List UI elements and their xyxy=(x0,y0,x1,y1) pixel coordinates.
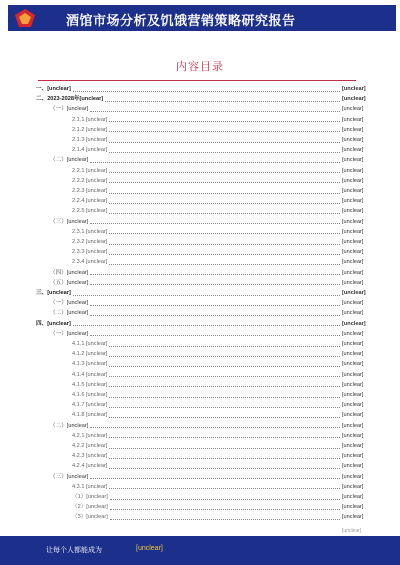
table-of-contents xyxy=(36,84,366,526)
toc-entry[interactable] xyxy=(36,145,364,155)
toc-leader-dots xyxy=(90,474,340,479)
toc-entry-page: [unclear] xyxy=(342,86,366,92)
toc-entry[interactable] xyxy=(36,217,364,227)
toc-entry-label: 4.1.4 [unclear] xyxy=(72,371,108,378)
toc-leader-dots xyxy=(109,342,340,347)
toc-entry-label: 4.2.4 [unclear] xyxy=(72,463,108,470)
toc-entry[interactable] xyxy=(36,196,364,206)
toc-entry-page: [unclear] xyxy=(342,310,364,317)
toc-entry[interactable] xyxy=(36,94,366,104)
toc-leader-dots xyxy=(109,454,340,459)
toc-entry[interactable] xyxy=(36,339,364,349)
toc-leader-dots xyxy=(109,362,340,367)
toc-entry[interactable] xyxy=(36,370,364,380)
toc-entry[interactable] xyxy=(36,84,366,94)
toc-entry-page: [unclear] xyxy=(342,177,364,184)
toc-leader-dots xyxy=(90,423,340,428)
toc-leader-dots xyxy=(90,158,340,163)
toc-leader-dots xyxy=(109,199,340,204)
toc-entry-label: 2.2.5 [unclear] xyxy=(72,208,108,215)
toc-entry[interactable] xyxy=(36,502,364,512)
footer-slogan: 让每个人都能成为 xyxy=(46,547,102,554)
toc-entry-label: 4.1.3 [unclear] xyxy=(72,361,108,368)
toc-entry-label: （一）[unclear] xyxy=(50,106,89,113)
toc-leader-dots xyxy=(109,178,340,183)
toc-entry-label: （3）[unclear] xyxy=(72,514,108,521)
toc-leader-dots xyxy=(109,229,340,234)
toc-entry[interactable] xyxy=(36,268,364,278)
toc-entry-label: 4.1.8 [unclear] xyxy=(72,412,108,419)
toc-entry-label: 四、[unclear] xyxy=(36,320,71,327)
toc-entry[interactable] xyxy=(36,421,364,431)
toc-leader-dots xyxy=(109,372,340,377)
toc-entry-page: [unclear] xyxy=(342,198,364,205)
toc-entry-page: [unclear] xyxy=(342,361,364,368)
toc-entry[interactable] xyxy=(36,125,364,135)
toc-entry-page: [unclear] xyxy=(342,147,364,154)
toc-entry-label: 4.1.6 [unclear] xyxy=(72,392,108,398)
toc-entry[interactable] xyxy=(36,237,364,247)
toc-leader-dots xyxy=(109,464,340,469)
toc-entry-page: [unclear] xyxy=(342,412,364,419)
toc-entry-label: 2.1.1 [unclear] xyxy=(72,116,108,123)
toc-entry-page: [unclear] xyxy=(342,228,364,235)
toc-entry[interactable] xyxy=(36,431,364,441)
toc-leader-dots xyxy=(109,260,340,265)
toc-entry-label: 二、2023-2028年[unclear] xyxy=(36,96,104,103)
toc-entry-label: 2.2.4 [unclear] xyxy=(72,198,108,205)
toc-entry-label: 4.1.7 [unclear] xyxy=(72,402,108,409)
toc-entry[interactable] xyxy=(36,278,364,288)
toc-entry-page: [unclear] xyxy=(342,504,364,511)
toc-entry-page: [unclear] xyxy=(342,126,364,133)
toc-entry[interactable] xyxy=(36,176,364,186)
toc-leader-dots xyxy=(90,280,340,285)
toc-leader-dots xyxy=(73,321,340,326)
toc-entry[interactable] xyxy=(36,319,366,329)
toc-entry[interactable] xyxy=(36,472,364,482)
toc-entry-page: [unclear] xyxy=(342,259,364,266)
toc-entry-label: （三）[unclear] xyxy=(50,473,89,480)
toc-entry-label: 2.3.3 [unclear] xyxy=(72,249,108,256)
toc-leader-dots xyxy=(109,117,340,122)
toc-entry[interactable] xyxy=(36,329,364,339)
toc-entry-label: 2.2.3 [unclear] xyxy=(72,188,108,194)
toc-entry-page: [unclear] xyxy=(342,494,364,500)
toc-entry-label: 4.2.2 [unclear] xyxy=(72,443,108,449)
toc-leader-dots xyxy=(109,240,340,245)
toc-entry-label: （二）[unclear] xyxy=(50,422,89,429)
toc-entry-page: [unclear] xyxy=(342,381,364,388)
toc-entry[interactable] xyxy=(36,451,364,461)
toc-entry-page: [unclear] xyxy=(342,157,364,164)
toc-entry-page: [unclear] xyxy=(342,167,364,174)
toc-entry-label: 2.1.2 [unclear] xyxy=(72,126,108,133)
toc-leader-dots xyxy=(109,413,340,418)
toc-leader-dots xyxy=(110,515,340,520)
toc-entry-label: 2.3.4 [unclear] xyxy=(72,259,108,266)
toc-entry-label: （1）[unclear] xyxy=(72,494,108,500)
toc-entry-label: （五）[unclear] xyxy=(50,279,89,286)
toc-entry-page: [unclear] xyxy=(342,341,364,347)
toc-entry-label: 4.1.2 [unclear] xyxy=(72,351,108,358)
toc-entry-page: [unclear] xyxy=(342,239,364,245)
toc-entry[interactable] xyxy=(36,227,364,237)
toc-entry-label: （一）[unclear] xyxy=(50,300,89,307)
toc-leader-dots xyxy=(109,250,340,255)
toc-entry[interactable] xyxy=(36,257,364,267)
toc-entry-page: [unclear] xyxy=(342,443,364,449)
toc-entry[interactable] xyxy=(36,400,364,410)
toc-entry-label: 一、[unclear] xyxy=(36,86,71,92)
toc-entry[interactable] xyxy=(36,380,364,390)
toc-entry-label: （三）[unclear] xyxy=(50,218,89,225)
toc-entry-label: 2.3.1 [unclear] xyxy=(72,228,108,235)
toc-divider xyxy=(38,80,356,81)
toc-heading: 内容目录 xyxy=(176,61,224,73)
toc-leader-dots xyxy=(110,495,340,500)
toc-leader-dots xyxy=(109,393,340,398)
toc-leader-dots xyxy=(90,301,340,306)
toc-entry-page: [unclear] xyxy=(342,402,364,409)
logo-icon xyxy=(14,8,36,28)
toc-entry[interactable] xyxy=(36,410,364,420)
toc-entry-page: [unclear] xyxy=(342,96,366,103)
report-header xyxy=(0,0,400,36)
toc-leader-dots xyxy=(90,270,340,275)
toc-entry-page: [unclear] xyxy=(342,473,364,480)
toc-entry-page: [unclear] xyxy=(342,453,364,460)
toc-entry[interactable] xyxy=(36,308,364,318)
toc-entry[interactable] xyxy=(36,166,364,176)
toc-entry-page: [unclear] xyxy=(342,137,364,143)
toc-entry-page: [unclear] xyxy=(342,330,364,337)
toc-entry-page: [unclear] xyxy=(342,106,364,113)
toc-entry[interactable] xyxy=(36,104,364,114)
toc-leader-dots xyxy=(109,127,340,132)
toc-entry-page: [unclear] xyxy=(342,218,364,225)
toc-entry-label: （二）[unclear] xyxy=(50,310,89,317)
toc-entry[interactable] xyxy=(36,441,364,451)
toc-entry-label: （二）[unclear] xyxy=(50,157,89,164)
toc-entry-page: [unclear] xyxy=(342,392,364,398)
toc-leader-dots xyxy=(109,352,340,357)
toc-entry[interactable] xyxy=(36,359,364,369)
toc-leader-dots xyxy=(109,168,340,173)
toc-leader-dots xyxy=(109,444,340,449)
toc-entry[interactable] xyxy=(36,155,364,165)
toc-entry-label: 2.3.2 [unclear] xyxy=(72,239,108,245)
toc-entry-label: 4.1.5 [unclear] xyxy=(72,381,108,388)
toc-leader-dots xyxy=(73,87,340,92)
toc-leader-dots xyxy=(109,403,340,408)
toc-entry[interactable] xyxy=(36,492,364,502)
toc-entry-page: [unclear] xyxy=(342,116,364,123)
toc-entry[interactable] xyxy=(36,512,364,522)
toc-leader-dots xyxy=(109,484,340,489)
toc-entry-page: [unclear] xyxy=(342,422,364,429)
toc-entry-label: 2.2.2 [unclear] xyxy=(72,177,108,184)
toc-entry-page: [unclear] xyxy=(342,320,366,327)
toc-leader-dots xyxy=(110,505,340,510)
toc-entry[interactable] xyxy=(36,482,364,492)
toc-entry[interactable] xyxy=(36,298,364,308)
toc-leader-dots xyxy=(109,189,340,194)
toc-entry-page: [unclear] xyxy=(342,269,364,276)
toc-entry[interactable] xyxy=(36,349,364,359)
toc-entry-page: [unclear] xyxy=(342,432,364,439)
toc-entry-page: [unclear] xyxy=(342,463,364,470)
toc-entry[interactable] xyxy=(36,390,364,400)
toc-leader-dots xyxy=(109,209,340,214)
toc-entry-label: 2.1.4 [unclear] xyxy=(72,147,108,154)
toc-leader-dots xyxy=(109,382,340,387)
toc-entry-page: [unclear] xyxy=(342,351,364,358)
report-title: 酒馆市场分析及饥饿营销策略研究报告 xyxy=(66,13,296,28)
toc-entry-label: （四）[unclear] xyxy=(50,269,89,276)
toc-entry-page: [unclear] xyxy=(342,188,364,194)
footer-roles: [unclear] xyxy=(136,545,163,552)
toc-entry[interactable] xyxy=(36,247,364,257)
toc-entry[interactable] xyxy=(36,135,364,145)
toc-entry-page: [unclear] xyxy=(342,300,364,307)
toc-entry-label: （一）[unclear] xyxy=(50,330,89,337)
toc-leader-dots xyxy=(90,107,340,112)
toc-entry-page: [unclear] xyxy=(342,249,364,256)
toc-entry[interactable] xyxy=(36,288,366,298)
toc-entry-page: [unclear] xyxy=(342,290,366,296)
toc-entry-label: 2.1.3 [unclear] xyxy=(72,137,108,143)
toc-entry-label: 4.3.1 [unclear] xyxy=(72,483,108,490)
toc-leader-dots xyxy=(90,219,340,224)
toc-entry-page: [unclear] xyxy=(342,371,364,378)
toc-entry-page: [unclear] xyxy=(342,279,364,286)
toc-entry-label: 三、[unclear] xyxy=(36,290,71,296)
page-number: [unclear] xyxy=(342,528,362,534)
toc-entry-page: [unclear] xyxy=(342,208,364,215)
toc-entry[interactable] xyxy=(36,115,364,125)
toc-leader-dots xyxy=(90,331,340,336)
toc-entry[interactable] xyxy=(36,206,364,216)
toc-leader-dots xyxy=(109,148,340,153)
toc-entry[interactable] xyxy=(36,186,364,196)
footer-banner xyxy=(0,536,400,565)
toc-leader-dots xyxy=(109,138,340,143)
toc-entry-label: 4.1.1 [unclear] xyxy=(72,341,108,347)
toc-leader-dots xyxy=(105,97,340,102)
toc-leader-dots xyxy=(90,311,340,316)
toc-entry-page: [unclear] xyxy=(342,514,364,521)
toc-entry-label: 4.2.3 [unclear] xyxy=(72,453,108,460)
toc-entry-label: 2.2.1 [unclear] xyxy=(72,167,108,174)
toc-entry[interactable] xyxy=(36,461,364,471)
toc-leader-dots xyxy=(73,291,340,296)
toc-entry-page: [unclear] xyxy=(342,483,364,490)
toc-entry-label: 4.2.1 [unclear] xyxy=(72,432,108,439)
toc-leader-dots xyxy=(109,433,340,438)
toc-entry-label: （2）[unclear] xyxy=(72,504,108,511)
